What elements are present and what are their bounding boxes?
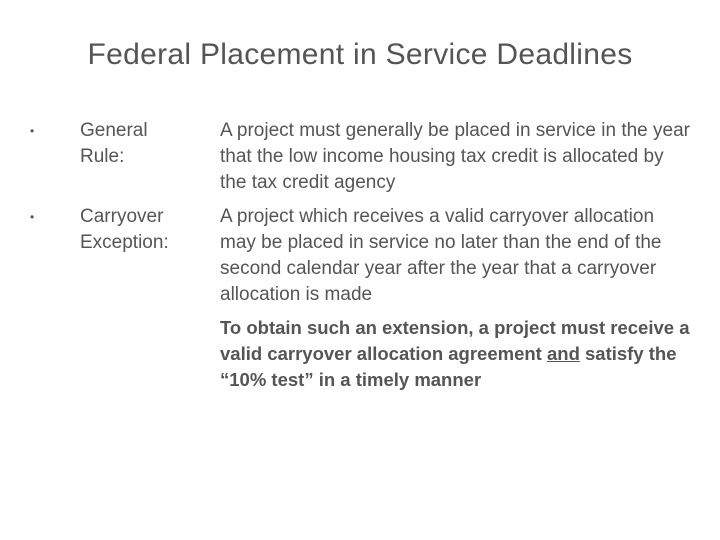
term-general-rule-line1: General xyxy=(80,120,148,141)
term-carryover-line2: Exception: xyxy=(80,232,169,253)
term-carryover-line1: Carryover xyxy=(80,206,164,227)
slide-title: Federal Placement in Service Deadlines xyxy=(87,38,633,71)
term-general-rule xyxy=(80,118,210,170)
extension-note xyxy=(220,315,690,393)
bullet-general-rule: • xyxy=(30,124,35,138)
extension-note-underlined-and: and xyxy=(546,343,580,364)
description-carryover-exception: A project which receives a valid carryover allocation may be placed in service no later than the end of the second calendar year after the year that a carryover allocation is made xyxy=(220,206,662,305)
term-carryover-exception xyxy=(80,204,210,256)
term-general-rule-line2: Rule: xyxy=(80,146,125,167)
description-general-rule: A project must generally be placed in service in the year that the low income housing tax credit is allocated by the tax credit agency xyxy=(220,120,690,193)
extension-note-part2: satisfy the “10% test” in a timely manner xyxy=(220,343,677,390)
bullet-carryover-exception: • xyxy=(30,210,35,224)
extension-note-part1: To obtain such an extension, a project must receive a valid carryover allocation agreement xyxy=(220,317,690,364)
